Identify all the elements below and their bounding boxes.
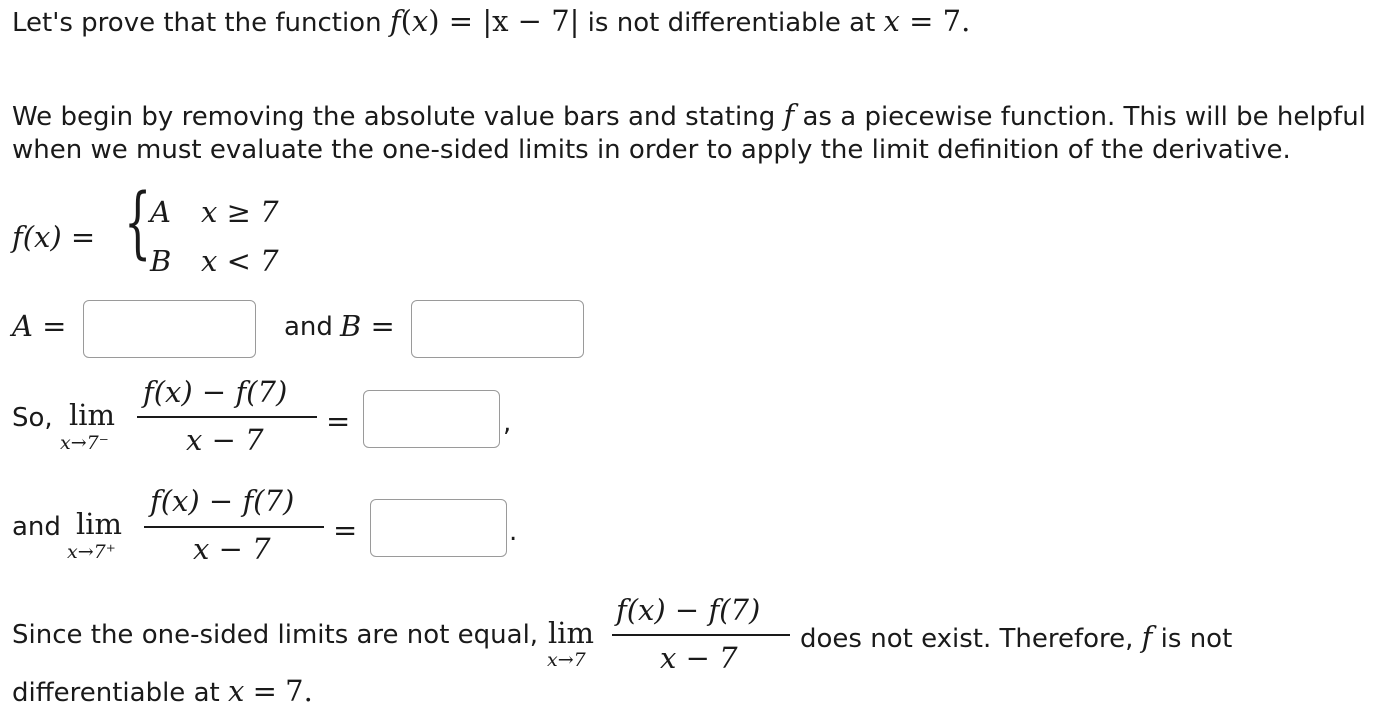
conclusion-fraction-bar xyxy=(612,634,790,636)
right-limit-lim: lim xyxy=(76,507,123,541)
title-text: Let's prove that the function xyxy=(12,8,390,38)
a-answer-box[interactable] xyxy=(83,300,256,358)
title-eq: = xyxy=(439,4,483,38)
piecewise-lhs xyxy=(12,220,95,254)
intro-text-post: as a piecewise function. This will be helpful xyxy=(794,102,1366,132)
conclusion-numerator: f(x) − f(7) xyxy=(616,593,761,627)
problem-title xyxy=(12,4,970,38)
piecewise-row1-condition: x ≥ 7 xyxy=(201,195,279,229)
right-limit-answer-box[interactable] xyxy=(370,499,507,557)
intro-text: We begin by removing the absolute value bars and stating xyxy=(12,102,784,132)
piecewise-row1-value: A xyxy=(150,195,171,229)
right-limit-prefix: and xyxy=(12,512,61,542)
left-limit-answer-box[interactable] xyxy=(363,390,500,448)
conclusion-denominator: x − 7 xyxy=(660,641,738,675)
conclusion-f: f xyxy=(1141,620,1153,654)
intro-line-1 xyxy=(12,98,1366,132)
left-limit-prefix: So, xyxy=(12,403,53,433)
conclusion-line2-text: differentiable at xyxy=(12,678,220,708)
title-value: 7. xyxy=(942,4,971,38)
conclusion-pre: Since the one-sided limits are not equal, xyxy=(12,620,539,650)
left-limit-denominator: x − 7 xyxy=(186,423,264,457)
right-limit-subscript: x→7⁺ xyxy=(67,541,116,563)
title-abs-expr: |x − 7| xyxy=(482,4,580,38)
left-limit-fraction-bar xyxy=(137,416,317,418)
conclusion-post-end: is not xyxy=(1160,624,1233,654)
piecewise-row2-condition: x < 7 xyxy=(201,244,279,278)
left-limit-subscript: x→7⁻ xyxy=(60,432,109,454)
title-eq2: = xyxy=(899,4,943,38)
title-paren-open: ( xyxy=(400,4,412,38)
right-limit-denominator: x − 7 xyxy=(193,532,271,566)
title-mid: is not differentiable at xyxy=(579,8,884,38)
a-label: A = xyxy=(12,309,67,343)
conclusion-x: x xyxy=(227,674,245,708)
conclusion-lim: lim xyxy=(548,616,595,650)
left-limit-lim: lim xyxy=(69,398,116,432)
conclusion-line-2 xyxy=(12,674,313,708)
conclusion-post-text: does not exist. Therefore, xyxy=(800,624,1134,654)
b-answer-box[interactable] xyxy=(411,300,584,358)
left-limit-numerator: f(x) − f(7) xyxy=(143,375,288,409)
and-text: and xyxy=(284,312,333,342)
piecewise-lhs-text: f(x) = xyxy=(12,220,96,254)
conclusion-subscript: x→7 xyxy=(547,649,586,671)
intro-line-2: when we must evaluate the one-sided limits in order to apply the limit definition of the derivative. xyxy=(12,135,1291,165)
b-input[interactable] xyxy=(412,301,583,357)
right-limit-input[interactable] xyxy=(371,500,506,556)
conclusion-value: 7. xyxy=(285,674,313,708)
right-limit-numerator: f(x) − f(7) xyxy=(150,484,295,518)
conclusion-eq: = xyxy=(252,674,277,708)
title-x2: x xyxy=(883,4,900,38)
title-x: x xyxy=(411,4,429,38)
a-input[interactable] xyxy=(84,301,255,357)
left-limit-equals: = xyxy=(326,404,351,438)
piecewise-row2-value: B xyxy=(150,244,172,278)
conclusion-post xyxy=(800,620,1232,654)
right-limit-fraction-bar xyxy=(144,526,324,528)
title-paren-close: ) xyxy=(428,4,440,38)
right-limit-equals: = xyxy=(333,513,358,547)
left-limit-input[interactable] xyxy=(364,391,499,447)
piecewise-brace: { xyxy=(124,178,152,268)
title-f: f xyxy=(389,4,401,38)
intro-f: f xyxy=(783,98,795,132)
right-limit-period: . xyxy=(509,517,518,547)
b-label: B = xyxy=(340,309,395,343)
left-limit-comma: , xyxy=(503,408,512,438)
